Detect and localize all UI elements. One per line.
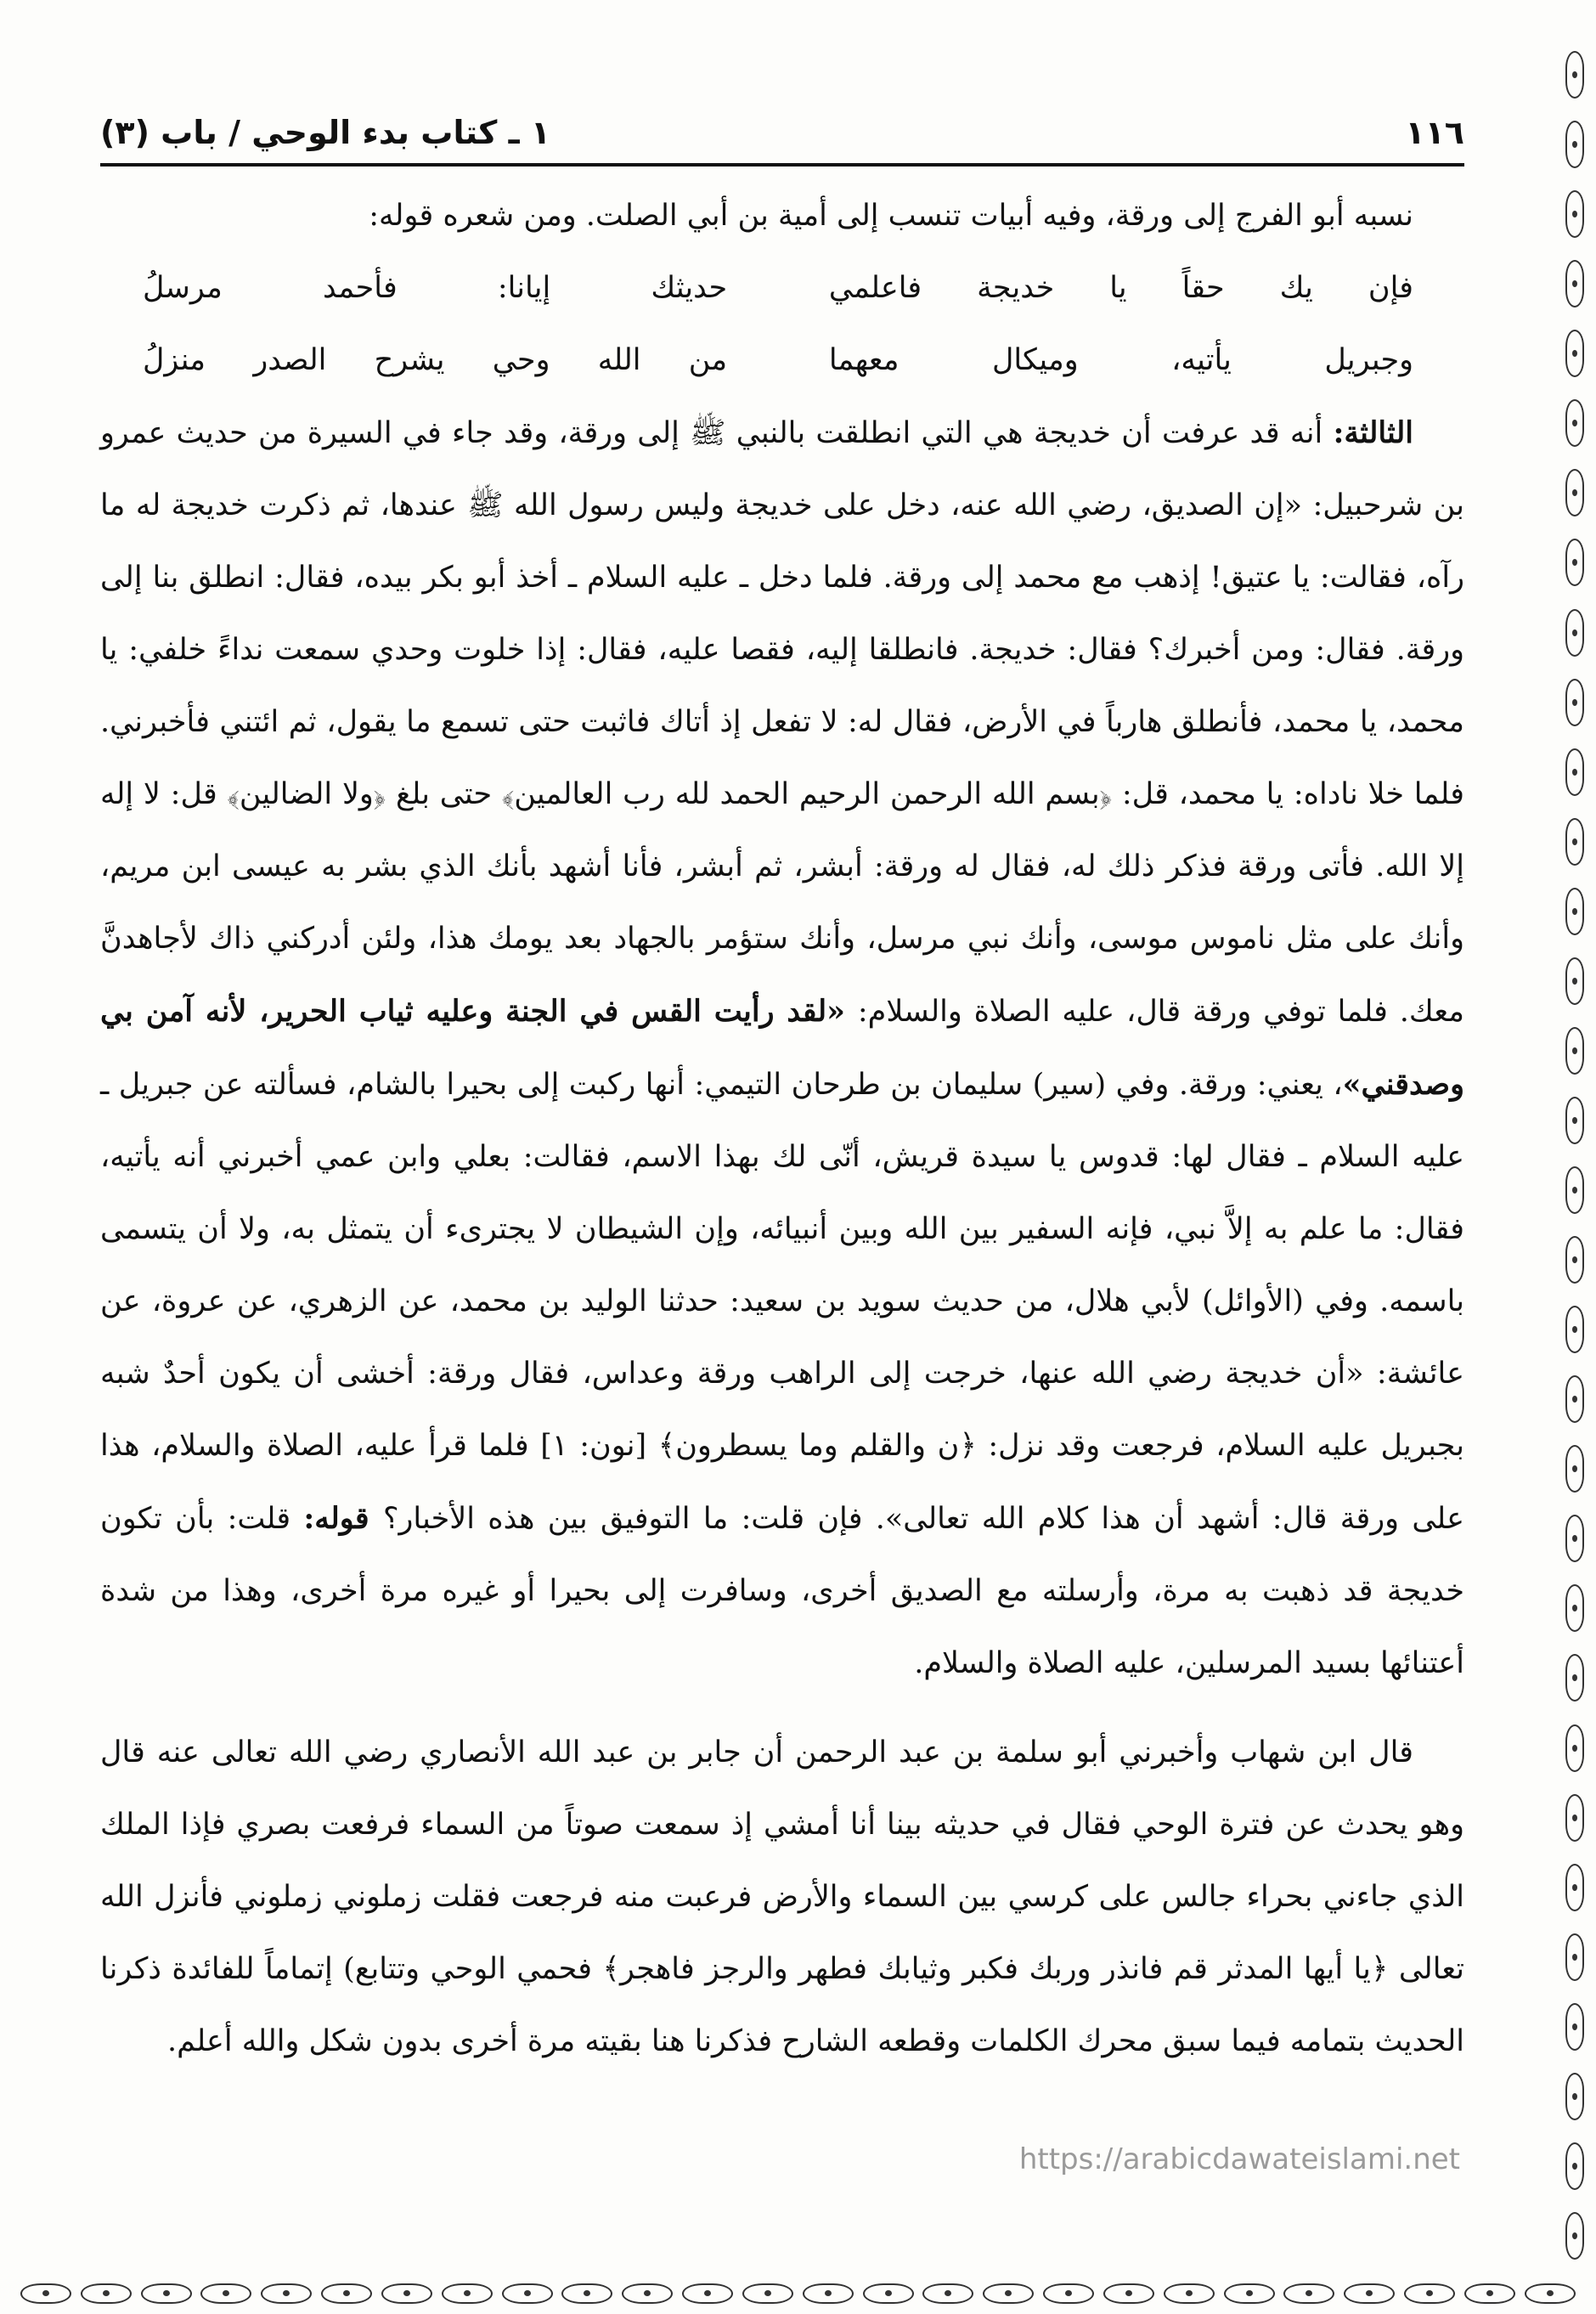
border-ornament-icon bbox=[1565, 1584, 1584, 1632]
paragraph-text: أنه قد عرفت أن خديجة هي التي انطلقت بالنبي ﷺ إلى ورقة، وقد جاء في السيرة من حديث عمرو بن شرحبيل: «إن الصديق، رضي الله عنه، دخل على خديجة وليس رسول الله ﷺ عندها، ثم ذكرت خديجة له ما رآه، فقالت: يا عتيق! إذهب مع محمد إلى ورقة. فلما دخل ـ عليه السلام ـ أخذ أبو بكر بيده، فقال: انطلق بنا إلى ورقة. فقال: ومن أخبرك؟ فقال: خديجة. فانطلقا إليه، فقصا عليه، فقال: إذا خلوت وحدي سمعت نداءً خلفي: يا محمد، يا محمد، فأنطلق هارباً في الأرض، فقال له: لا تفعل إذ أتاك فاثبت حتى تسمع ما يقول، ثم ائتني فأخبرني. فلما خلا ناداه: يا محمد، قل: ﴿بسم الله الرحمن الرحيم الحمد لله رب العالمين﴾ حتى بلغ ﴿ولا الضالين﴾ قل: لا إله إلا الله. فأتى ورقة فذكر ذلك له، فقال له ورقة: أبشر، ثم أبشر، فأنا أشهد بأنك الذي بشر به عيسى ابن مريم، وأنك على مثل ناموس موسى، وأنك نبي مرسل، وأنك ستؤمر بالجهاد بعد يومك هذا، ولئن أدركني ذاك لأجاهدنَّ معك. فلما توفي ورقة قال، عليه الصلاة والسلام: bbox=[100, 416, 1464, 1029]
paragraph-hadith: قال ابن شهاب وأخبرني أبو سلمة بن عبد الرحمن أن جابر بن عبد الله الأنصاري رضي الله تعالى عنه قال وهو يحدث عن فترة الوحي فقال في حديثه بينا أنا أمشي إذ سمعت صوتاً من السماء فرفعت بصري فإذا الملك الذي جاءني بحراء جالس على كرسي بين السماء والأرض فرعبت منه فرجعت فقلت زملوني زملوني فأنزل الله تعالى ﴿يا أيها المدثر قم فانذر وربك فكبر وثيابك فطهر والرجز فاهجر﴾ فحمي الوحي وتتابع) إتماماً للفائدة ذكرنا الحديث بتمامه فيما سبق محرك الكلمات وقطعه الشارح فذكرنا هنا بقيته مرة أخرى بدون شكل والله أعلم. bbox=[100, 1736, 1464, 2058]
page-number: ١١٦ bbox=[1405, 114, 1464, 151]
border-ornament-icon bbox=[1565, 1724, 1584, 1772]
qawluhu-label: قوله: bbox=[303, 1501, 383, 1536]
border-ornament-icon bbox=[20, 2283, 71, 2304]
border-ornament-icon bbox=[1565, 121, 1584, 168]
border-ornament-icon bbox=[1565, 1445, 1584, 1493]
border-ornament-icon bbox=[803, 2283, 854, 2304]
border-ornament-icon bbox=[1565, 888, 1584, 935]
chapter-title: ١ ـ كتاب بدء الوحي / باب (٣) bbox=[100, 114, 551, 151]
border-ornament-icon bbox=[1565, 2073, 1584, 2120]
border-ornament-icon bbox=[1565, 679, 1584, 726]
poem-hemistich-left: حديثك إيانا: فأحمد مرسلُ bbox=[143, 271, 728, 305]
border-ornament-icon bbox=[1565, 260, 1584, 308]
border-ornament-icon bbox=[381, 2283, 432, 2304]
border-ornament-icon bbox=[1464, 2283, 1515, 2304]
border-ornament-icon bbox=[200, 2283, 251, 2304]
paragraph-lead: الثالثة: bbox=[1333, 415, 1413, 450]
border-ornament-icon bbox=[1565, 2212, 1584, 2260]
page-body bbox=[100, 180, 1464, 2078]
watermark-url: https://arabicdawateislami.net bbox=[1018, 2142, 1460, 2176]
border-ornament-icon bbox=[1565, 1097, 1584, 1144]
border-ornament-icon bbox=[1565, 399, 1584, 447]
border-ornament-icon bbox=[321, 2283, 372, 2304]
border-ornament-icon bbox=[1565, 1306, 1584, 1353]
border-ornament-icon bbox=[682, 2283, 733, 2304]
border-ornament-icon bbox=[1565, 469, 1584, 516]
border-ornament-icon bbox=[81, 2283, 132, 2304]
border-ornament-icon bbox=[1565, 748, 1584, 796]
border-ornament-icon bbox=[1565, 957, 1584, 1005]
border-ornament-icon bbox=[1565, 330, 1584, 377]
border-ornament-icon bbox=[863, 2283, 914, 2304]
border-ornament-icon bbox=[1565, 1864, 1584, 1911]
border-ornament-icon bbox=[1565, 2142, 1584, 2190]
poem-hemistich-right: فإن يك حقاً يا خديجة فاعلمي bbox=[828, 271, 1413, 305]
border-ornament-icon bbox=[1565, 1515, 1584, 1562]
border-ornament-icon bbox=[1565, 1027, 1584, 1075]
paragraph-third-point bbox=[100, 397, 1464, 1700]
border-ornament-icon bbox=[1565, 539, 1584, 586]
border-ornament-icon bbox=[1565, 1933, 1584, 1981]
poem bbox=[100, 252, 1464, 397]
border-ornament-icon bbox=[1565, 51, 1584, 99]
ornamental-border-bottom bbox=[0, 2273, 1596, 2314]
border-ornament-icon bbox=[922, 2283, 973, 2304]
border-ornament-icon bbox=[1283, 2283, 1334, 2304]
border-ornament-icon bbox=[1565, 2003, 1584, 2051]
poem-hemistich-left: من الله وحي يشرح الصدر منزلُ bbox=[143, 343, 728, 377]
paragraph-text: ، يعني: ورقة. وفي (سير) سليمان بن طرحان التيمي: أنها ركبت إلى بحيرا بالشام، فسألته عن جبريل ـ عليه السلام ـ فقال لها: قدوس يا سيدة قريش، أنّى لك بهذا الاسم، فقالت: بعلي وابن عمي أخبرني أنه يأتيه، فقال: ما علم به إلاَّ نبي، فإنه السفير بين الله وبين أنبيائه، وإن الشيطان لا يجترىء أن يتمثل به، ولا أن يتسمى باسمه. وفي (الأوائل) لأبي هلال، من حديث سويد بن سعيد: حدثنا الوليد بن محمد، عن الزهري، عن عروة، عن عائشة: «أن خديجة رضي الله عنها، خرجت إلى الراهب ورقة وعداس، فقال ورقة: أخشى أن يكون أحدٌ شبه بجبريل عليه السلام، فرجعت وقد نزل: ﴿ن والقلم وما يسطرون﴾ [نون: ١] فلما قرأ عليه، الصلاة والسلام، هذا على ورقة قال: أشهد أن هذا كلام الله تعالى». فإن قلت: ما التوفيق بين هذه الأخبار؟ bbox=[100, 1068, 1464, 1536]
border-ornament-icon bbox=[1103, 2283, 1154, 2304]
border-ornament-icon bbox=[1164, 2283, 1215, 2304]
border-ornament-icon bbox=[502, 2283, 553, 2304]
border-ornament-icon bbox=[1565, 1375, 1584, 1423]
ornamental-border-right bbox=[1560, 0, 1589, 2277]
border-ornament-icon bbox=[1565, 190, 1584, 238]
border-ornament-icon bbox=[1565, 1166, 1584, 1214]
poem-hemistich-right: وجبريل يأتيه، وميكال معهما bbox=[828, 343, 1413, 377]
border-ornament-icon bbox=[1344, 2283, 1395, 2304]
border-ornament-icon bbox=[1224, 2283, 1275, 2304]
border-ornament-icon bbox=[141, 2283, 192, 2304]
header-divider bbox=[100, 163, 1464, 166]
border-ornament-icon bbox=[622, 2283, 673, 2304]
border-ornament-icon bbox=[1565, 609, 1584, 657]
border-ornament-icon bbox=[1404, 2283, 1455, 2304]
poem-verse bbox=[100, 325, 1464, 397]
border-ornament-icon bbox=[261, 2283, 312, 2304]
border-ornament-icon bbox=[1565, 1794, 1584, 1842]
poem-verse bbox=[100, 252, 1464, 325]
hadith-quote: «لقد رأيت القس في الجنة وعليه ثياب الحرير، لأنه آمن بي وصدقني» bbox=[100, 994, 1464, 1102]
page-header bbox=[100, 100, 1464, 151]
border-ornament-icon bbox=[983, 2283, 1034, 2304]
border-ornament-icon bbox=[742, 2283, 793, 2304]
paragraph-text: قلت: بأن تكون خديجة قد ذهبت به مرة، وأرسلته مع الصديق أخرى، وسافرت إلى بحيرا أو غيره مرة أخرى، وهذا من شدة أعتنائها بسيد المرسلين، عليه الصلاة والسلام. bbox=[100, 1502, 1464, 1680]
border-ornament-icon bbox=[1565, 818, 1584, 866]
border-ornament-icon bbox=[1043, 2283, 1094, 2304]
border-ornament-icon bbox=[1525, 2283, 1576, 2304]
border-ornament-icon bbox=[1565, 1654, 1584, 1702]
border-ornament-icon bbox=[561, 2283, 612, 2304]
intro-line: نسبه أبو الفرج إلى ورقة، وفيه أبيات تنسب إلى أمية بن أبي الصلت. ومن شعره قوله: bbox=[369, 199, 1413, 233]
border-ornament-icon bbox=[1565, 1236, 1584, 1284]
border-ornament-icon bbox=[442, 2283, 493, 2304]
